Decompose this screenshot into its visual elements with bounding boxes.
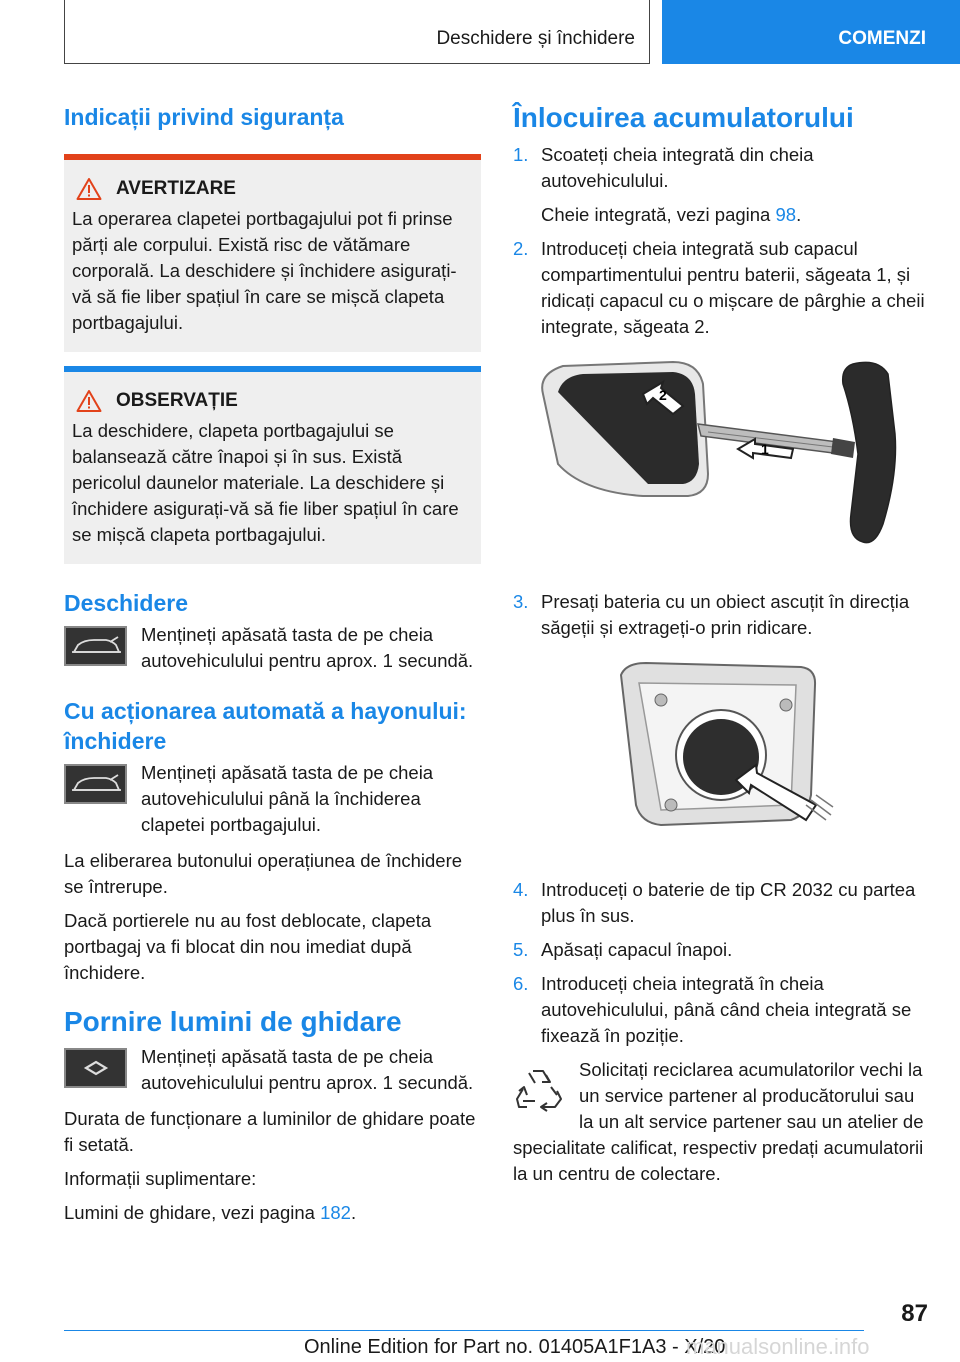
opening-instruction [64, 622, 481, 674]
right-column [513, 100, 928, 1187]
lights-instruction [64, 1044, 481, 1096]
notice-box [64, 366, 481, 564]
header-frame [64, 0, 650, 64]
notice-triangle-icon [76, 389, 102, 413]
header-chapter-label: COMENZI [838, 28, 926, 49]
footer-edition: Online Edition for Part no. 01405A1F1A3 - X/20 [304, 1336, 726, 1358]
auto-text: Mențineți apăsată tasta de pe cheia autovehiculului până la închiderea clapetei portbagajului. [141, 762, 434, 835]
battery-removal-illustration [601, 655, 841, 855]
recycling-text: Solicitați reciclarea acumulatorilor vechi la un service partener al producătorului sau la un alt service partener sau un atelier de specialitate calificat, respectiv predați acumulatorii la un centru de colectare. [513, 1059, 924, 1184]
lights-heading: Pornire lumini de ghidare [64, 1006, 402, 1037]
notice-title: OBSERVAȚIE [116, 390, 238, 411]
footer-watermark: manualsonline.info [686, 1334, 870, 1359]
tailgate-key-button-icon [64, 626, 127, 666]
step-3: 3. Presați bateria cu un obiect ascuțit în direcția săgeții și extrageți-o prin ridicare. [513, 591, 910, 638]
recycling-icon [513, 1065, 565, 1115]
warning-text: La operarea clapetei portbagajului pot fi prinse părți ale corpului. Există risc de vătămare corporală. La deschidere și închidere asigurați-vă să fie liber spațiul în care se mișcă clapeta portbagajului. [72, 208, 457, 333]
lights-paragraph-2: Durata de funcționare a luminilor de ghidare poate fi setată. [64, 1108, 476, 1155]
auto-paragraph-3: Dacă portierele nu au fost deblocate, clapeta portbagaj va fi blocat din nou imediat după închidere. [64, 910, 432, 983]
warning-triangle-icon [76, 177, 102, 201]
step-2: 2. Introduceți cheia integrată sub capacul compartimentului pentru baterii, săgeata 1, și ridicați capacul cu o mișcare de pârghie a cheii integrate, săgeata 2. [513, 238, 925, 337]
auto-instruction [64, 760, 481, 838]
arrow-1-label: 1 [761, 441, 769, 457]
page-number: 87 [901, 1300, 928, 1327]
step-4: 4. Introduceți o baterie de tip CR 2032 cu partea plus în sus. [513, 879, 916, 926]
key-cover-removal-illustration [523, 354, 918, 559]
left-column [64, 100, 481, 1226]
recycling-note [513, 1057, 928, 1187]
page-182-link[interactable]: 182 [320, 1202, 351, 1223]
step-6: 6. Introduceți cheia integrată în cheia autovehiculului, până când cheia integrată se fixează în poziție. [513, 973, 912, 1046]
page-98-link[interactable]: 98 [775, 204, 797, 225]
tailgate-key-button-icon [64, 764, 127, 804]
safety-heading: Indicații privind siguranța [64, 104, 344, 130]
guide-lights-button-icon [64, 1048, 127, 1088]
step-5: 5. Apăsați capacul înapoi. [513, 939, 733, 960]
step-1: 1. Scoateți cheia integrată din cheia autovehiculului. [513, 144, 814, 191]
warning-title: AVERTIZARE [116, 178, 236, 199]
lights-reference: Lumini de ghidare, vezi pagina 182. [64, 1202, 357, 1223]
auto-paragraph-2: La eliberarea butonului operațiunea de închidere se întrerupe. [64, 850, 463, 897]
header-section-title: Deschidere și închidere [436, 28, 635, 49]
warning-box [64, 154, 481, 352]
auto-heading: Cu acționarea automată a hayonului: închidere [64, 698, 467, 754]
opening-heading: Deschidere [64, 590, 189, 616]
battery-heading: Înlocuirea acumulatorului [513, 102, 854, 133]
footer-divider [64, 1330, 864, 1331]
header-chapter-tab [662, 0, 960, 64]
battery-steps [513, 142, 928, 194]
step-1-reference: Cheie integrată, vezi pagina 98. [541, 204, 802, 225]
lights-text: Mențineți apăsată tasta de pe cheia autovehiculului pentru aprox. 1 secundă. [141, 1046, 474, 1093]
arrow-2-label: 2 [659, 387, 667, 403]
opening-text: Mențineți apăsată tasta de pe cheia autovehiculului pentru aprox. 1 secundă. [141, 624, 474, 671]
lights-paragraph-3: Informații suplimentare: [64, 1168, 257, 1189]
notice-text: La deschidere, clapeta portbagajului se balansează către înapoi și în sus. Există pericolul daunelor materiale. La deschidere și închidere asigurați-vă să fie liber spațiul în care se mișcă clapeta portbagajului. [72, 420, 459, 545]
